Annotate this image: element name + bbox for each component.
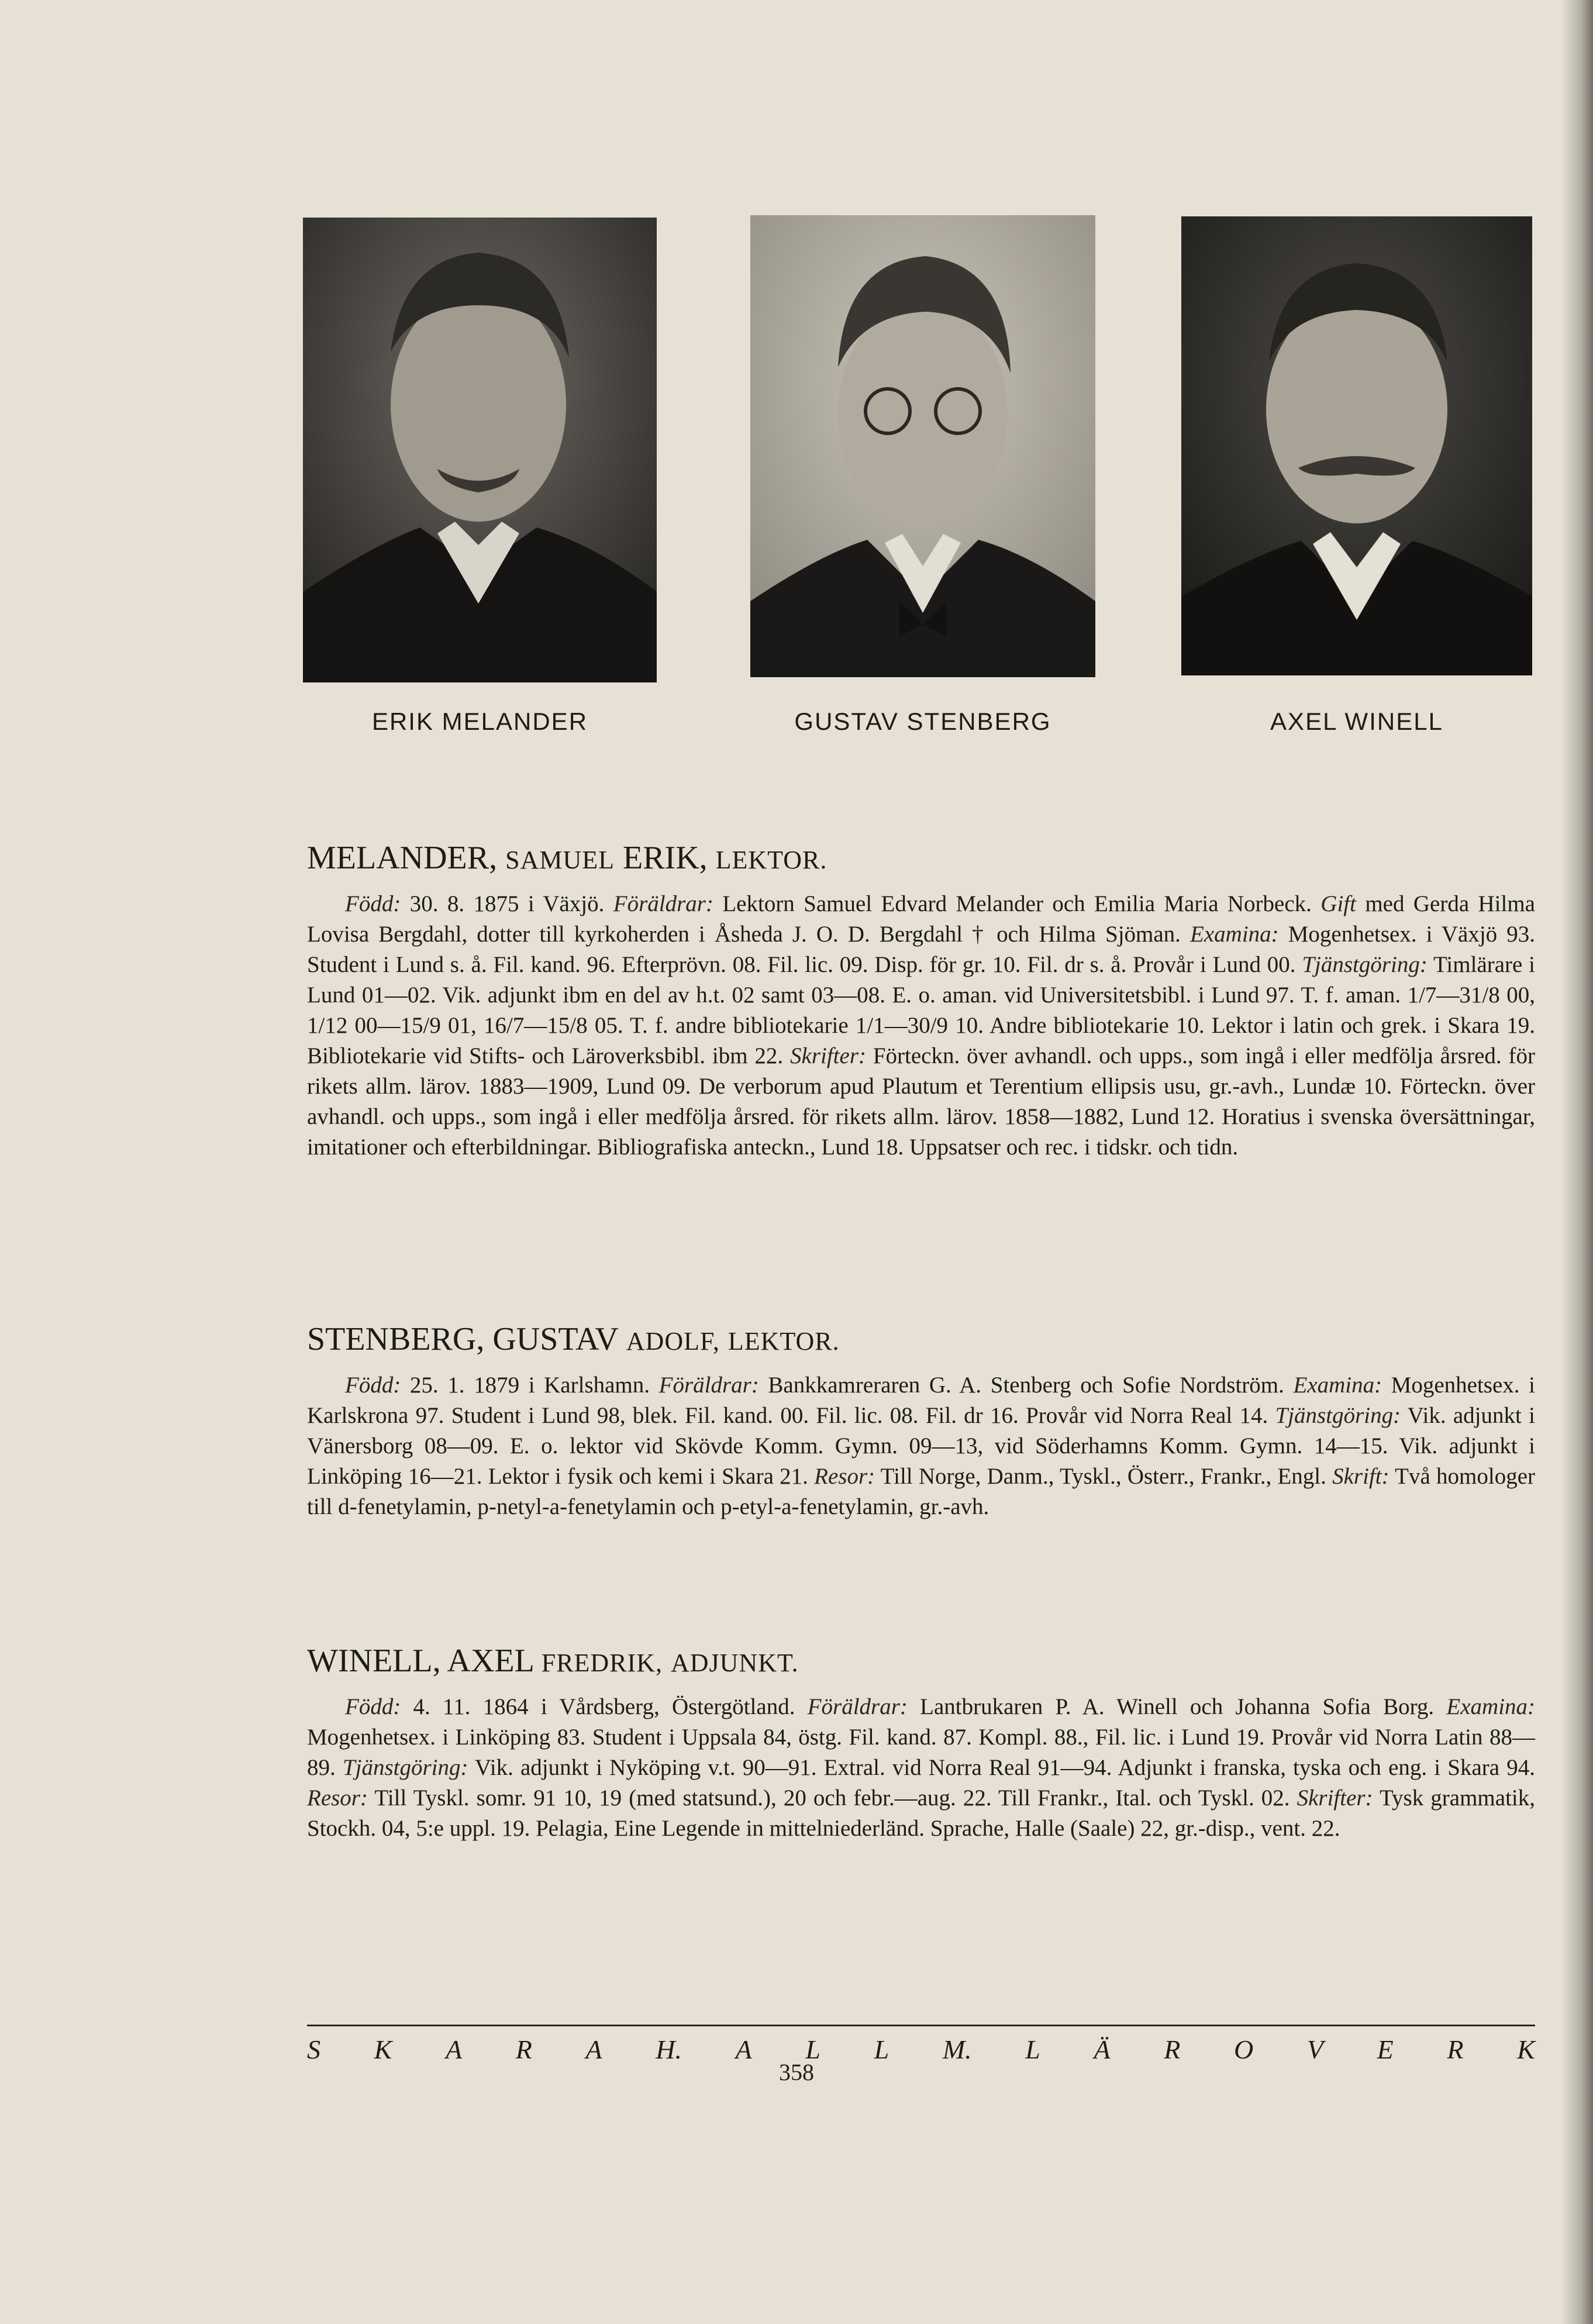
footer-letter: A [445, 2035, 463, 2064]
entry-surname: STENBERG, [307, 1321, 485, 1357]
field-text: Till Norge, Danm., Tyskl., Österr., Frankr., Engl. [875, 1464, 1333, 1489]
footer-letter: L [805, 2035, 820, 2064]
entry-given-name: SAMUEL [505, 846, 615, 874]
field-label: Resor: [814, 1464, 875, 1489]
footer-letter: M. [942, 2035, 972, 2064]
field-label: Föräldrar: [807, 1694, 908, 1719]
entry-given-name-2: ADOLF, [626, 1327, 720, 1356]
footer-letter: L [874, 2035, 889, 2064]
footer-letter: H. [656, 2035, 682, 2064]
field-label: Skrifter: [790, 1043, 866, 1068]
entry-stenberg [307, 1319, 1535, 1522]
footer-letter: R [1447, 2035, 1464, 2064]
footer-letter: L [1025, 2035, 1040, 2064]
field-text: Lektorn Samuel Edvard Melander och Emilia Maria Norbeck. [713, 891, 1321, 916]
footer-letter: E [1377, 2035, 1394, 2064]
field-text: Bankkamreraren G. A. Stenberg och Sofie Nordström. [758, 1373, 1294, 1398]
page-number: 358 [779, 2059, 814, 2085]
field-text: Till Tyskl. somr. 91 10, 19 (med statsund.), 20 och febr.—aug. 22. Till Frankr., Ital. och Tyskl. 02. [367, 1785, 1297, 1811]
footer-letter: K [1517, 2035, 1535, 2064]
footer-letter: K [374, 2035, 392, 2064]
entry-heading [307, 837, 1535, 881]
field-label: Föräldrar: [613, 891, 713, 916]
photo-caption-stenberg: GUSTAV STENBERG [794, 708, 1051, 735]
entry-given-name: AXEL [447, 1643, 533, 1679]
entry-heading [307, 1319, 1535, 1362]
field-text: Lantbrukaren P. A. Winell och Johanna Sofia Borg. [907, 1694, 1447, 1719]
field-text: med Gerda Hilma Lovisa Bergdahl, dotter till kyrkoherden i Åsheda J. O. D. Bergdahl † och Hilma Sjöman. [307, 891, 1535, 947]
field-label: Gift [1320, 891, 1356, 916]
field-text: Två homologer till d-fenetylamin, p-netyl-a-fenetylamin och p-etyl-a-fenetylamin, gr.-avh. [307, 1464, 1535, 1519]
entry-title: LEKTOR. [727, 1327, 840, 1356]
footer-divider [307, 2025, 1535, 2026]
field-text: Mogenhetsex. i Växjö 93. Student i Lund s. å. Fil. kand. 96. Efterprövn. 08. Fil. lic. 09. Disp. för gr. 10. Fil. dr s. å. Provår i Lund 00. [307, 922, 1535, 977]
portrait-photo-winell [1181, 216, 1532, 675]
entry-body [307, 1370, 1535, 1522]
field-label: Tjänstgöring: [1302, 952, 1428, 977]
entry-given-name-2: FREDRIK, [541, 1649, 663, 1677]
field-label: Examina: [1190, 922, 1279, 947]
photo-caption-winell: AXEL WINELL [1270, 708, 1443, 735]
footer-letter: O [1234, 2035, 1254, 2064]
field-label: Skrifter: [1297, 1785, 1373, 1811]
footer-letter: A [735, 2035, 752, 2064]
portrait-image [1181, 216, 1532, 675]
entry-title: LEKTOR. [715, 846, 827, 874]
field-text: Tysk grammatik, Stockh. 04, 5:e uppl. 19. Pelagia, Eine Legende in mittelniederländ. Sprache, Halle (Saale) 22, gr.-disp., vent. 22. [307, 1785, 1535, 1841]
field-text: Förteckn. över avhandl. och upps., som ingå i eller medfölja årsred. för rikets allm. lärov. 1883—1909, Lund 09. De verborum apud Plautum et Terentium ellipsis usu, gr.-avh., Lundæ 10. Förteckn. över avhandl. och upps., som ingå i eller medfölja årsred. för rikets allm. lärov. 1858—1882, Lund 12. Horatius i svenska översättningar, imitationer och efterbildningar. Bibliografiska anteckn., Lund 18. Uppsatser och rec. i tidskr. och tidn. [307, 1043, 1535, 1160]
page-edge-shadow [1561, 0, 1593, 2324]
field-label: Skrift: [1332, 1464, 1389, 1489]
entry-given-name: GUSTAV [492, 1321, 618, 1357]
field-text: Vik. adjunkt i Nyköping v.t. 90—91. Extral. vid Norra Real 91—94. Adjunkt i franska, tyska och eng. i Skara 94. [468, 1755, 1536, 1780]
entry-title: ADJUNKT. [670, 1649, 799, 1677]
photo-caption-melander: ERIK MELANDER [371, 708, 588, 735]
portrait-image [303, 218, 657, 682]
field-text: 4. 11. 1864 i Vårdsberg, Östergötland. [401, 1694, 808, 1719]
portrait-photo-stenberg [750, 215, 1095, 677]
entry-surname: WINELL, [307, 1643, 441, 1679]
field-text: 30. 8. 1875 i Växjö. [401, 891, 613, 916]
field-text: Timlärare i Lund 01—02. Vik. adjunkt ibm en del av h.t. 02 samt 03—08. E. o. aman. vid Universitetsbibl. i Lund 97. T. f. aman. 1/7—31/8 00, 1/12 00—15/9 01, 16/7—15/8 05. T. f. andre bibliotekarie 1/1—30/9 10. Andre bibliotekarie 10. Lektor i latin och grek. i Skara 19. Bibliotekarie vid Stifts- och Läroverksbibl. ibm 22. [307, 952, 1535, 1068]
entry-body [307, 889, 1535, 1163]
footer-letter: V [1306, 2035, 1323, 2064]
field-text: Vik. adjunkt i Vänersborg 08—09. E. o. lektor vid Skövde Komm. Gymn. 09—13, vid Söderhamns Komm. Gymn. 14—15. Vik. adjunkt i Linköping 16—21. Lektor i fysik och kemi i Skara 21. [307, 1403, 1535, 1489]
entry-melander [307, 837, 1535, 1163]
field-label: Född: [345, 1694, 401, 1719]
field-label: Resor: [307, 1785, 368, 1811]
portrait-photo-melander [303, 218, 657, 682]
footer-letter: Ä [1094, 2035, 1111, 2064]
footer-letter: R [1164, 2035, 1181, 2064]
field-label: Tjänstgöring: [1275, 1403, 1401, 1428]
footer-letter: A [585, 2035, 602, 2064]
footer-letter: S [307, 2035, 320, 2064]
portrait-image [750, 215, 1095, 677]
entry-body [307, 1692, 1535, 1844]
field-label: Tjänstgöring: [342, 1755, 468, 1780]
entry-given-name-2: ERIK, [623, 840, 708, 876]
field-text: Mogenhetsex. i Linköping 83. Student i Uppsala 84, östg. Fil. kand. 87. Kompl. 88., Fil. lic. i Lund 19. Provår vid Norra Latin 88—89. [307, 1725, 1535, 1780]
footer-letter: R [515, 2035, 532, 2064]
field-label: Föräldrar: [658, 1373, 759, 1398]
field-label: Examina: [1446, 1694, 1536, 1719]
field-label: Född: [345, 891, 401, 916]
entry-winell [307, 1640, 1535, 1844]
field-text: Mogenhetsex. i Karlskrona 97. Student i Lund 98, blek. Fil. kand. 00. Fil. lic. 08. Fil. dr 16. Provår vid Norra Real 14. [307, 1373, 1535, 1428]
field-text: 25. 1. 1879 i Karlshamn. [401, 1373, 659, 1398]
field-label: Född: [345, 1373, 401, 1398]
entry-heading [307, 1640, 1535, 1684]
field-label: Examina: [1293, 1373, 1382, 1398]
entry-surname: MELANDER, [307, 840, 498, 876]
